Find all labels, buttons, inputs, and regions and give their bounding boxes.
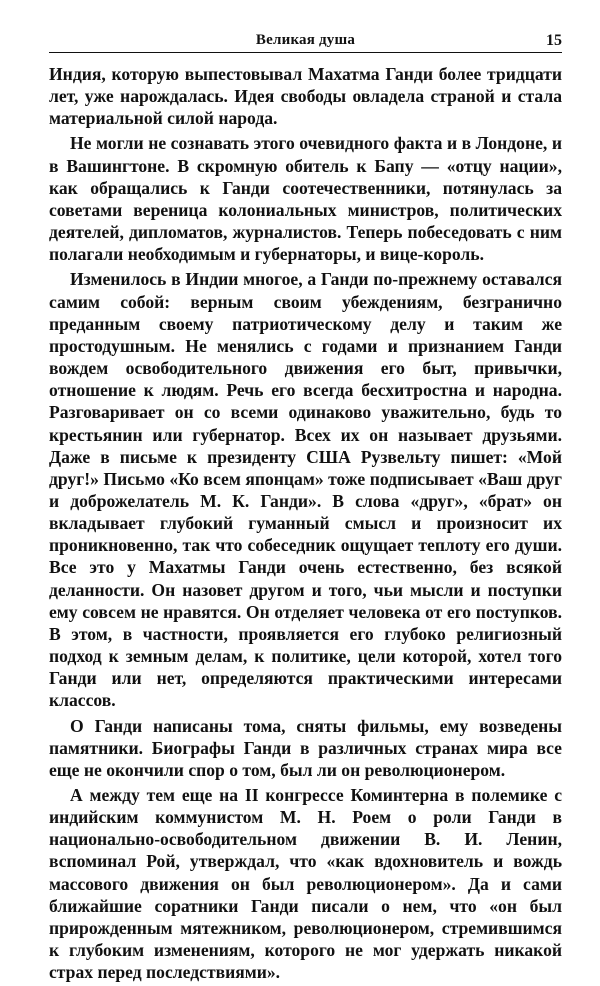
running-head xyxy=(49,26,562,53)
body-text xyxy=(49,63,562,983)
paragraph-2: Не могли не сознавать этого очевидного факта и в Лондоне, и в Вашингтоне. В скромную обитель к Бапу — «отцу нации», как обращались к Ганди соотечественники, потянулась за советами вереница колониальных министров, политических деятелей, дипломатов, журналистов. Теперь побеседовать с ним полагали необходимым и губернаторы, и вице-король. xyxy=(49,133,562,265)
paragraph-4: О Ганди написаны тома, сняты фильмы, ему возведены памятники. Биографы Ганди в различных странах мира все еще не окончили спор о том, был ли он революционером. xyxy=(49,715,562,780)
paragraph-5: А между тем еще на II конгрессе Коминтерна в полемике с индийским коммунистом М. Н. Роем о роли Ганди в национально-освободительном движении В. И. Ленин, вспоминал Рой, утверждал, что «как вдохновитель и вождь массового движения он был революционером». Да и сами ближайшие соратники Ганди писали о нем, что «он был прирожденным мятежником, революционером, стремившимся к глубоким изменениям, которого не мог удержать никакой страх перед последствиями». xyxy=(49,785,562,983)
running-title: Великая душа xyxy=(255,32,356,48)
page-number: 15 xyxy=(546,32,562,49)
paragraph-1: Индия, которую выпестовывал Махатма Ганди более тридцати лет, уже нарождалась. Идея свободы овладела страной и стала материальной силой народа. xyxy=(49,64,562,129)
paragraph-3: Изменилось в Индии многое, а Ганди по-прежнему оставался самим собой: верным своим убеждениям, безгранично преданным своему патриотическому делу и таким же простодушным. Не менялись с годами и признанием Ганди вождем освободительного движения его быт, привычки, отношение к людям. Речь его всегда бесхитростна и народна. Разговаривает он со всеми одинаково уважительно, будь то крестьянин или губернатор. Всех их он называет друзьями. Даже в письме к президенту США Рузвельту пишет: «Мой друг!» Письмо «Ко всем японцам» тоже подписывает «Ваш друг и доброжелатель М. К. Ганди». В слова «друг», «брат» он вкладывает глубокий гуманный смысл и произносит их проникновенно, так что собеседник ощущает теплоту его души. Все это у Махатмы Ганди очень естественно, без всякой деланности. Он назовет другом и того, чьи мысли и поступки ему совсем не нравятся. Он отделяет человека от его поступков. В этом, в частности, проявляется его глубоко религиозный подход к земным делам, к политике, цели которой, хотел того Ганди или нет, определяются практическими интересами классов. xyxy=(49,269,562,711)
book-page xyxy=(49,26,562,986)
